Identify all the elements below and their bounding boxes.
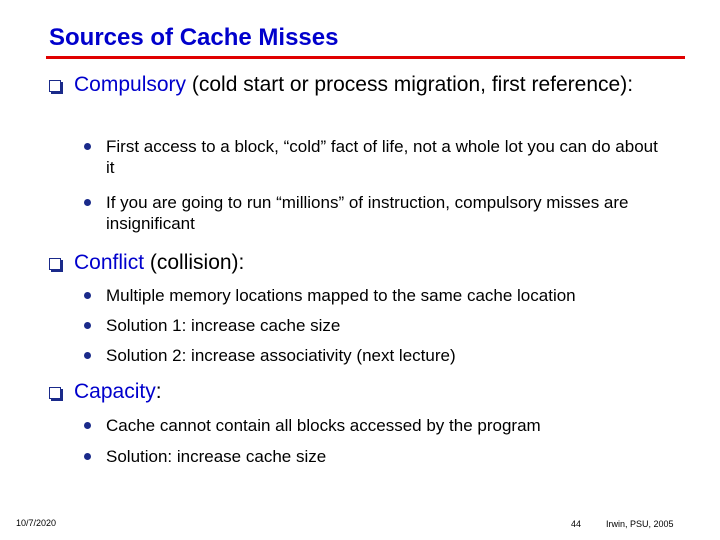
sub-bullet-text: Cache cannot contain all blocks accessed by the program — [106, 416, 541, 435]
bullet-text — [74, 72, 654, 97]
bullet-rest: (collision): — [144, 251, 245, 274]
round-bullet-icon — [84, 322, 91, 329]
round-bullet-icon — [84, 352, 91, 359]
round-bullet-icon — [84, 422, 91, 429]
bullet-text — [74, 379, 654, 404]
bullet-text — [74, 250, 654, 275]
square-bullet-icon — [49, 258, 61, 270]
round-bullet-icon — [84, 199, 91, 206]
round-bullet-icon — [84, 292, 91, 299]
footer-page-number: 44 — [571, 519, 582, 529]
bullet-keyword: Capacity — [74, 380, 156, 403]
bullet-keyword: Compulsory — [74, 73, 187, 96]
square-bullet-icon — [49, 387, 61, 399]
round-bullet-icon — [84, 143, 91, 150]
bullet-rest: (cold start or process migration, first reference): — [186, 73, 634, 96]
title-underline — [46, 56, 685, 59]
slide-title: Sources of Cache Misses — [49, 24, 339, 51]
footer-credit: Irwin, PSU, 2005 — [606, 519, 674, 529]
sub-bullet-text: Multiple memory locations mapped to the same cache location — [106, 286, 576, 305]
sub-bullet-text: If you are going to run “millions” of instruction, compulsory misses are insignificant — [106, 193, 629, 233]
footer-date: 10/7/2020 — [16, 518, 57, 528]
bullet-rest: : — [155, 380, 162, 403]
round-bullet-icon — [84, 453, 91, 460]
sub-bullet-text: Solution: increase cache size — [106, 447, 327, 466]
square-bullet-icon — [49, 80, 61, 92]
sub-bullet-text: First access to a block, “cold” fact of life, not a whole lot you can do about it — [106, 137, 658, 177]
sub-bullet-text: Solution 1: increase cache size — [106, 316, 341, 335]
bullet-keyword: Conflict — [74, 251, 145, 274]
sub-bullet-text: Solution 2: increase associativity (next lecture) — [106, 346, 456, 365]
